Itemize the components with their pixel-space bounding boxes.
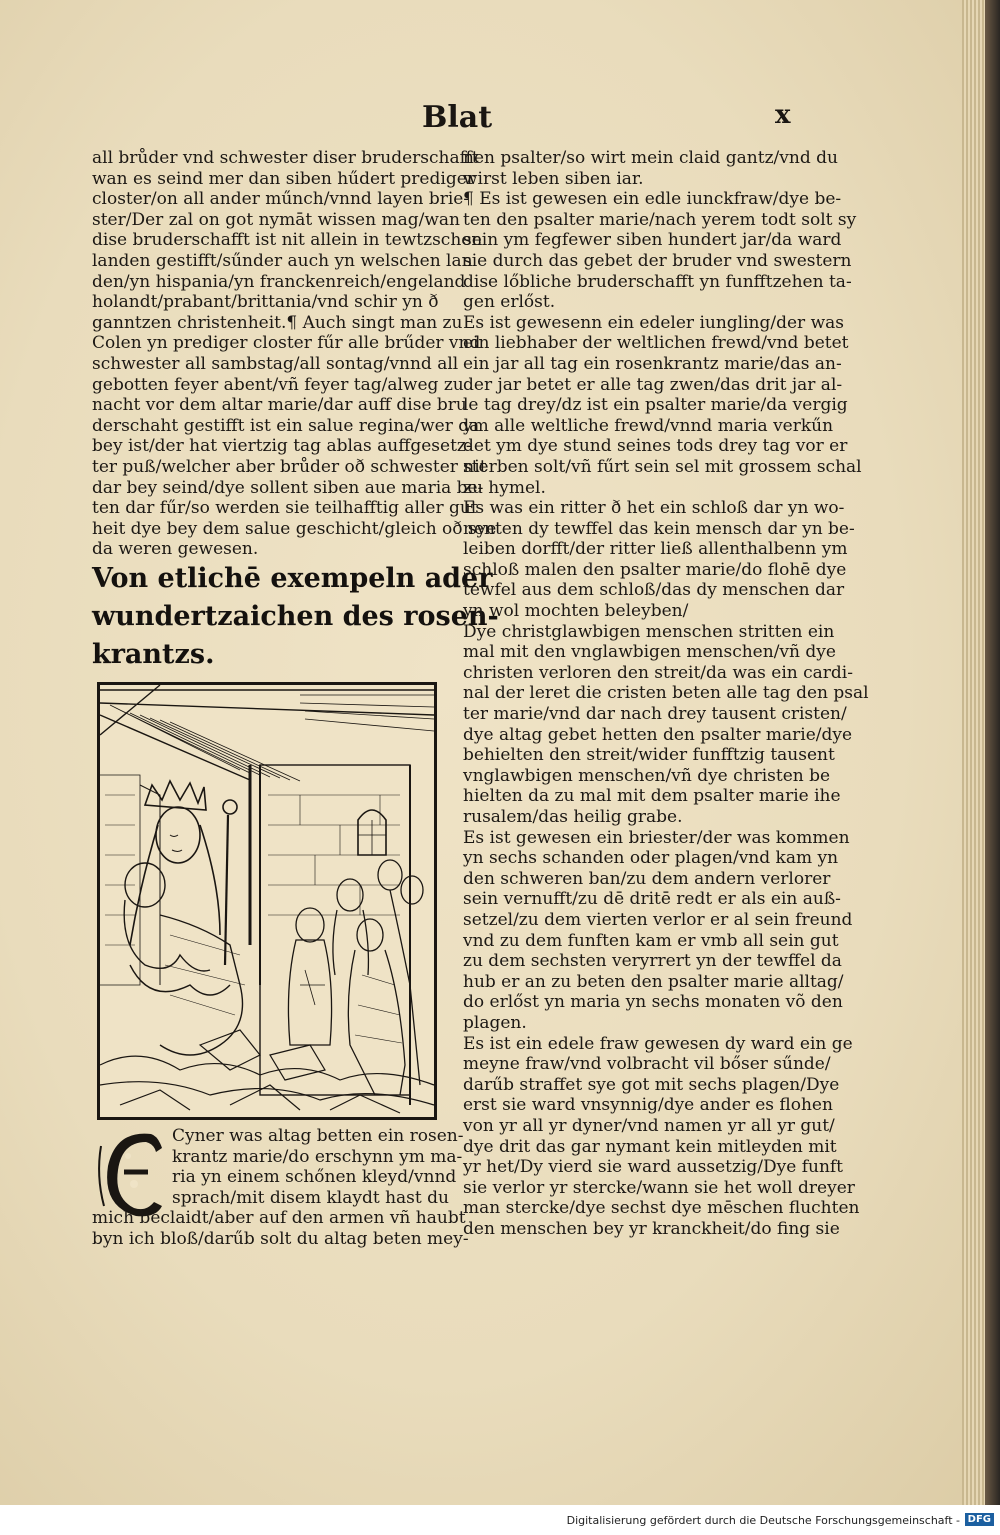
text-line: derschaht gestifft ist ein salue regina/wer da — [92, 415, 480, 436]
text-line: krantzs. — [92, 639, 215, 670]
text-line: Dye christglawbigen menschen stritten ein — [463, 621, 835, 642]
text-line: Von etlichē exempeln ader — [92, 563, 493, 594]
footer-bar — [0, 1505, 1000, 1535]
text-line: zu hymel. — [463, 477, 546, 498]
text-line: nenten dy tewffel das kein mensch dar yn be- — [463, 518, 855, 539]
text-line: krantz marie/do erschynn ym ma- — [172, 1146, 463, 1167]
text-line: vnd zu dem funften kam er vmb all sein gut — [463, 930, 839, 951]
text-line: do erlőst yn maria yn sechs monaten võ den — [463, 992, 843, 1013]
text-line: nacht vor dem altar marie/dar auff dise bru — [92, 395, 467, 416]
text-line: erst sie ward vnsynnig/dye ander es flohen — [463, 1095, 833, 1116]
text-line: sein vernufft/zu dē dritē redt er als ein auß- — [463, 889, 841, 910]
text-line: Cyner was altag betten ein rosen- — [172, 1126, 464, 1146]
text-line: det ym dye stund seines tods drey tag vor er — [463, 436, 848, 457]
text-line: ym alle weltliche frewd/vnnd maria verkűn — [463, 415, 834, 436]
text-line: ¶ Es ist gewesen ein edle iunckfraw/dye be- — [463, 189, 842, 210]
text-line: Es ist gewesenn ein edeler iungling/der was — [463, 312, 844, 333]
text-line: von yr all yr dyner/vnd namen yr all yr gut/ — [463, 1115, 835, 1136]
text-line: Colen yn prediger closter fűr alle brűder vnd — [92, 333, 481, 354]
text-line: gen erlőst. — [463, 292, 556, 313]
text-line: ria yn einem schőnen kleyd/vnnd — [172, 1167, 457, 1188]
text-line: heit dye bey dem salue geschicht/gleich oð sye — [92, 518, 497, 539]
text-line: dye altag gebet hetten den psalter marie/dye — [463, 724, 853, 745]
section-heading — [92, 560, 499, 674]
text-line: ster/Der zal on got nymāt wissen mag/wan — [92, 209, 460, 230]
text-line: dise bruderschafft ist nit allein in tewtzschen — [92, 230, 483, 251]
text-line: dye drit das gar nymant kein mitleyden mit — [463, 1136, 837, 1157]
text-line: sie durch das gebet der bruder vnd swestern — [463, 250, 852, 271]
page-edges — [962, 0, 985, 1505]
text-line: vnglawbigen menschen/vñ dye christen be — [463, 765, 831, 786]
text-line: rusalem/das heilig grabe. — [463, 807, 683, 827]
text-line: da weren gewesen. — [92, 539, 259, 560]
text-line: mal mit den vnglawbigen menschen/vñ dye — [463, 642, 836, 663]
text-line: all brůder vnd schwester diser bruderschafft — [92, 148, 479, 168]
text-line: den/yn hispania/yn franckenreich/engeland — [92, 271, 466, 292]
text-line: dise lőbliche bruderschafft yn funfftzehen ta- — [463, 271, 852, 292]
text-line: schloß malen den psalter marie/do flohē dye — [463, 559, 847, 580]
left-column — [92, 148, 497, 560]
text-line: Es ist ein edele fraw gewesen dy ward ein ge — [463, 1033, 853, 1054]
text-line: behielten den streit/wider funfftzig tausent — [463, 745, 835, 766]
text-line: man stercke/dye sechst dye mēschen fluchten — [463, 1198, 860, 1219]
text-line: nal der leret die cristen beten alle tag den psal — [463, 683, 869, 704]
text-line: ganntzen christenheit.¶ Auch singt man zu — [92, 312, 463, 333]
binding-shadow — [985, 0, 1000, 1505]
text-line: der jar betet er alle tag zwen/das drit jar al- — [463, 374, 843, 395]
text-line: landen gestifft/sűnder auch yn welschen lan — [92, 250, 473, 271]
text-line: yr het/Dy vierd sie ward aussetzig/Dye funft — [463, 1157, 844, 1178]
text-line: ten dar fűr/so werden sie teilhafftig aller gut — [92, 498, 478, 519]
text-line: tewfel aus dem schloß/das dy menschen dar — [463, 580, 845, 601]
text-line: dar bey seind/dye sollent siben aue maria be- — [92, 477, 484, 498]
madonna-rosary-woodcut — [100, 685, 434, 1117]
text-line: wirst leben siben iar. — [463, 168, 644, 189]
right-column — [463, 148, 869, 1239]
footer-credit: Digitalisierung gefördert durch die Deutsche Forschungsgemeinschaft - — [566, 1514, 960, 1527]
text-line: zu dem sechsten veryrrert yn der tewffel da — [463, 951, 842, 972]
text-line: hielten da zu mal mit dem psalter marie ihe — [463, 786, 841, 807]
running-head-title: Blat — [422, 100, 493, 135]
text-line: ein jar all tag ein rosenkrantz marie/das an- — [463, 353, 842, 374]
text-line: closter/on all ander műnch/vnnd layen brie- — [92, 189, 470, 210]
text-line: hub er an zu beten den psalter marie alltag/ — [463, 971, 844, 992]
text-line: ter puß/welcher aber brůder oð schwester nit — [92, 456, 487, 477]
folio-number: x — [775, 100, 791, 130]
text-line: holandt/prabant/brittania/vnd schir yn ð — [92, 292, 439, 313]
text-line: le tag drey/dz ist ein psalter marie/da vergig — [463, 395, 848, 416]
text-line: wundertzaichen des rosen- — [92, 601, 499, 632]
text-line: wan es seind mer dan siben hűdert prediger — [92, 168, 475, 189]
text-line: christen verloren den streit/da was ein cardi- — [463, 662, 853, 683]
text-line: schwester all sambstag/all sontag/vnnd all — [92, 353, 459, 374]
text-line: sterben solt/vñ fűrt sein sel mit grossem schal — [463, 456, 862, 477]
text-line: Es ist gewesen ein briester/der was kommen — [463, 827, 850, 848]
text-line: meyne fraw/vnd volbracht vil bőser sűnde/ — [463, 1054, 831, 1075]
dfg-logo: DFG — [965, 1513, 994, 1526]
text-line: ter marie/vnd dar nach drey tausent cristen/ — [463, 704, 847, 725]
text-line: setzel/zu dem vierten verlor er al sein freund — [463, 909, 853, 930]
text-line: bey ist/der hat viertzig tag ablas auffgesetz- — [92, 436, 472, 457]
text-line: darűb straffet sye got mit sechs plagen/Dye — [463, 1074, 840, 1095]
initial-paragraph — [92, 1126, 469, 1250]
text-line: plagen. — [463, 1012, 527, 1033]
text-line: mich beclaidt/aber auf den armen vñ haubt — [92, 1208, 466, 1229]
text-line: ein liebhaber der weltlichen frewd/vnd betet — [463, 333, 849, 354]
text-line: leiben dorfft/der ritter ließ allenthalbenn ym — [463, 539, 848, 560]
text-line: Es was ein ritter ð het ein schloß dar yn wo- — [463, 498, 845, 519]
text-line: sie verlor yr stercke/wann sie het woll dreyer — [463, 1177, 855, 1198]
text-line: gebotten feyer abent/vñ feyer tag/alweg zu — [92, 374, 464, 395]
text-line: sprach/mit disem klaydt hast du — [172, 1187, 449, 1208]
text-line: sein ym fegfewer siben hundert jar/da ward — [463, 230, 842, 251]
text-line: ten den psalter marie/nach yerem todt solt sy — [463, 209, 857, 230]
text-line: yn sechs schanden oder plagen/vnd kam yn — [463, 848, 839, 869]
woodcut-illustration — [97, 682, 437, 1120]
text-line: den schweren ban/zu dem andern verlorer — [463, 868, 831, 889]
text-line: den menschen bey yr kranckheit/do fing sie — [463, 1218, 840, 1239]
text-line: yn wol mochten beleyben/ — [463, 601, 689, 622]
text-line: nen psalter/so wirt mein claid gantz/vnd du — [463, 148, 838, 168]
text-line: byn ich bloß/darűb solt du altag beten mey- — [92, 1228, 469, 1249]
